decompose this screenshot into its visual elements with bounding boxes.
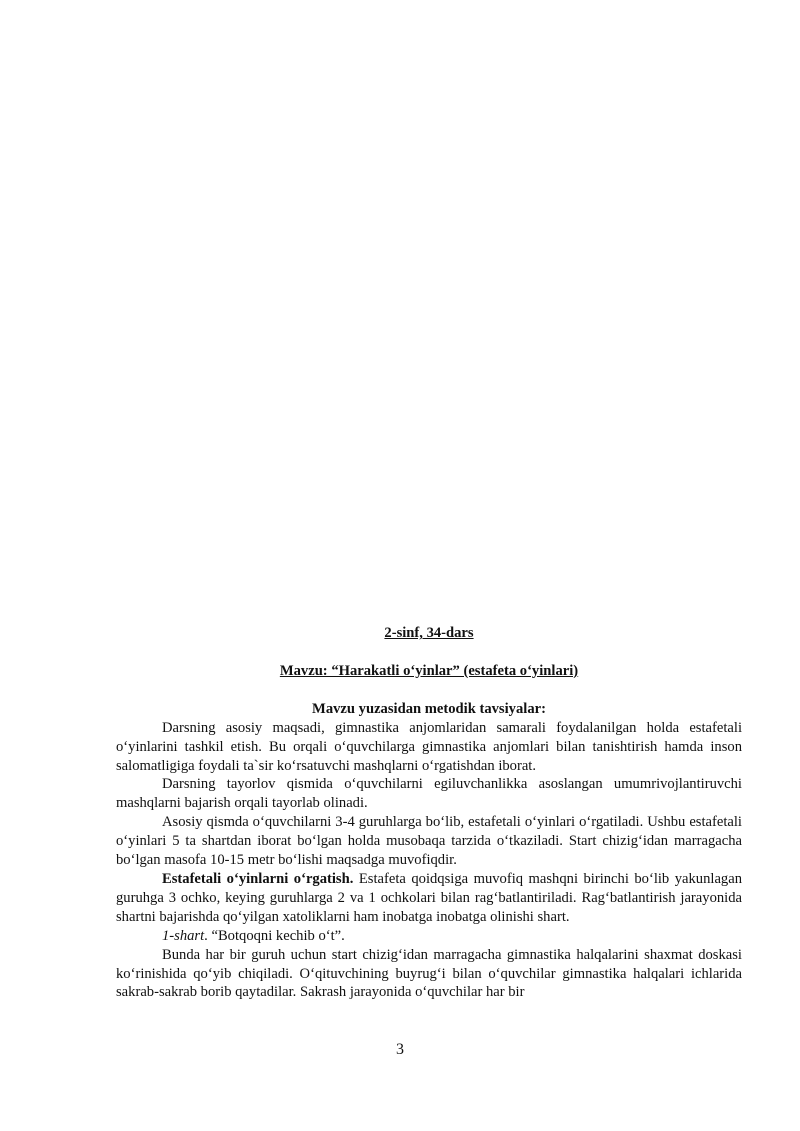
condition-title: . “Botqoqni kechib o‘t”. [204,927,345,944]
paragraph-condition-description: Bunda har bir guruh uchun start chizig‘idan marragacha gimnastika halqalarini shaxmat doskasi ko‘rinishida qo‘yib chiqiladi. O‘qituvchining buyrug‘i bilan o‘quvchilar gimnastika halqalari ichlarida sakrab-sakrab borib qaytadilar. Sakrash jarayonida o‘quvchilar har bir [116,946,742,1001]
relay-teaching-text: Estafeta qoidqsiga muvofiq mashqni birinchi bo‘lib yakunlagan guruhga 3 ochko, keying guruhlarga 2 va 1 ochkolari bilan rag‘batlantiriladi. Rag‘batlantirish jarayonida shartni bajarishda qo‘yilgan xatoliklarni ham inobatga inobatga olinishi shart. [116,870,742,925]
lesson-topic [116,662,742,681]
page-number: 3 [396,1041,404,1058]
paragraph-relay-teaching [116,870,742,927]
lesson-title [116,624,742,643]
paragraph-main-part: Asosiy qismda o‘quvchilarni 3-4 guruhlarga bo‘lib, estafetali o‘yinlari o‘rgatiladi. Ushbu estafetali o‘yinlari 5 ta shartdan iborat bo‘lgan holda musobaqa tarzida o‘tkaziladi. Start chizig‘idan marragacha bo‘lgan masofa 10-15 metr bo‘lishi maqsadga muvofiqdir. [116,814,742,869]
paragraph-goal: Darsning asosiy maqsadi, gimnastika anjomlaridan samarali foydalanilgan holda estafetali o‘yinlarini tashkil etish. Bu orqali o‘quvchilarga gimnastika anjomlari bilan tanishtirish hamda inson salomatligiga foydali ta`sir ko‘rsatuvchi mashqlarni o‘rgatishdan iborat. [116,719,742,774]
lesson-topic-text: Mavzu: “Harakatli o‘yinlar” (estafeta o‘yinlari) [279,662,579,679]
condition-label: 1-shart [162,927,205,944]
paragraph-preparation: Darsning tayorlov qismida o‘quvchilarni egiluvchanlikka asoslangan umumrivojlantiruvchi mashqlarni bajarish orqali tayorlab olinadi. [116,776,742,812]
relay-teaching-lead: Estafetali o‘yinlarni o‘rgatish. [162,870,354,887]
section-heading: Mavzu yuzasidan metodik tavsiyalar: [312,700,546,717]
page-content [116,624,742,1002]
lesson-title-text: 2-sinf, 34-dars [384,625,474,641]
paragraph-condition-1 [116,927,742,946]
